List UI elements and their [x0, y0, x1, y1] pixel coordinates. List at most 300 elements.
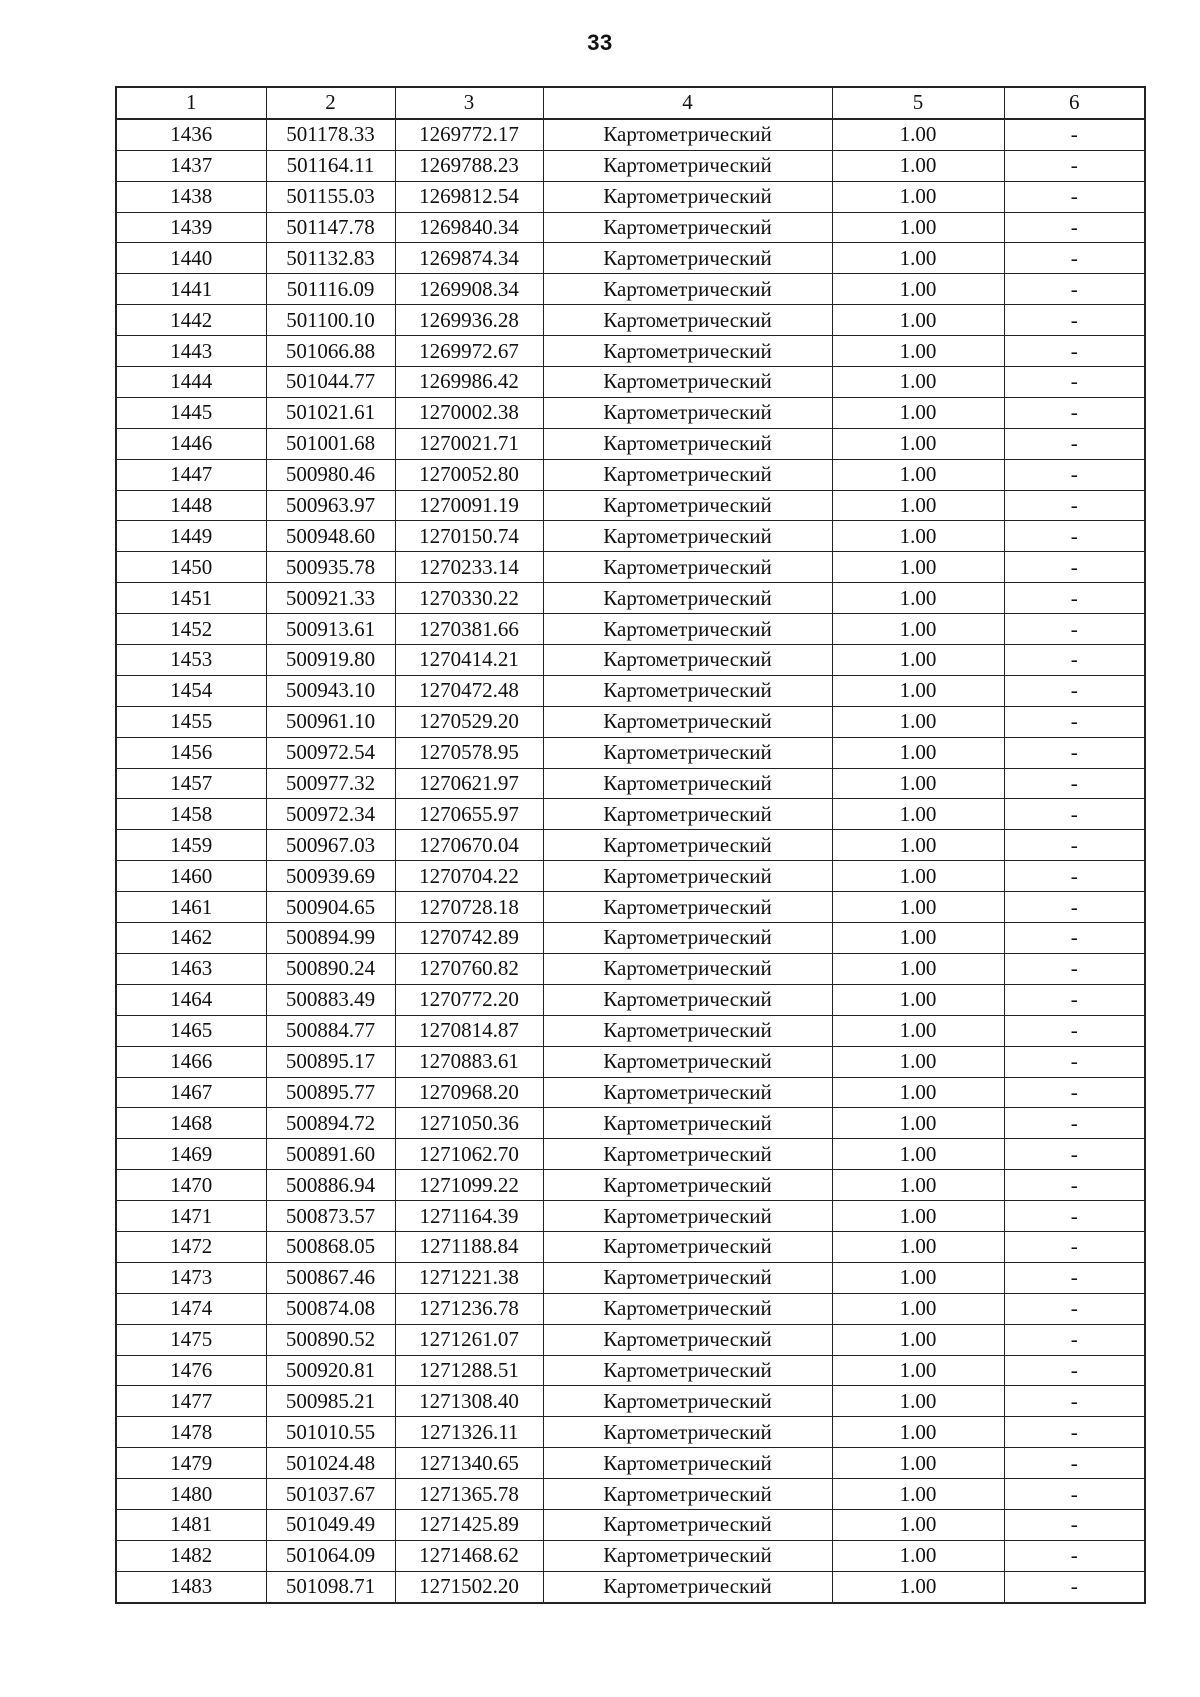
accuracy-cell: 1.00 [832, 1386, 1004, 1417]
y-coordinate-cell: 1270529.20 [395, 706, 543, 737]
description-cell: - [1004, 645, 1145, 676]
method-cell: Картометрический [543, 521, 832, 552]
table-row [116, 984, 1145, 1015]
x-coordinate-cell: 501178.33 [266, 119, 395, 150]
y-coordinate-cell: 1271288.51 [395, 1355, 543, 1386]
x-coordinate-cell: 500963.97 [266, 490, 395, 521]
description-cell: - [1004, 1571, 1145, 1602]
x-coordinate-cell: 501155.03 [266, 181, 395, 212]
table-row [116, 305, 1145, 336]
accuracy-cell: 1.00 [832, 1108, 1004, 1139]
accuracy-cell: 1.00 [832, 490, 1004, 521]
table-row [116, 119, 1145, 150]
column-header-1: 1 [116, 87, 266, 119]
y-coordinate-cell: 1269788.23 [395, 150, 543, 181]
table-row [116, 336, 1145, 367]
table-header [116, 87, 1145, 119]
accuracy-cell: 1.00 [832, 830, 1004, 861]
x-coordinate-cell: 500890.24 [266, 953, 395, 984]
header-row [116, 87, 1145, 119]
accuracy-cell: 1.00 [832, 428, 1004, 459]
table-row [116, 1201, 1145, 1232]
x-coordinate-cell: 500904.65 [266, 892, 395, 923]
point-number-cell: 1469 [116, 1139, 266, 1170]
x-coordinate-cell: 500939.69 [266, 861, 395, 892]
table-row [116, 367, 1145, 398]
y-coordinate-cell: 1270091.19 [395, 490, 543, 521]
accuracy-cell: 1.00 [832, 243, 1004, 274]
point-number-cell: 1481 [116, 1509, 266, 1540]
x-coordinate-cell: 500868.05 [266, 1231, 395, 1262]
y-coordinate-cell: 1270655.97 [395, 799, 543, 830]
method-cell: Картометрический [543, 675, 832, 706]
method-cell: Картометрический [543, 583, 832, 614]
accuracy-cell: 1.00 [832, 367, 1004, 398]
table-row [116, 799, 1145, 830]
table-row [116, 1509, 1145, 1540]
table-row [116, 459, 1145, 490]
x-coordinate-cell: 500883.49 [266, 984, 395, 1015]
y-coordinate-cell: 1270883.61 [395, 1046, 543, 1077]
point-number-cell: 1483 [116, 1571, 266, 1602]
point-number-cell: 1475 [116, 1324, 266, 1355]
accuracy-cell: 1.00 [832, 675, 1004, 706]
accuracy-cell: 1.00 [832, 119, 1004, 150]
method-cell: Картометрический [543, 861, 832, 892]
x-coordinate-cell: 500919.80 [266, 645, 395, 676]
x-coordinate-cell: 500921.33 [266, 583, 395, 614]
point-number-cell: 1472 [116, 1231, 266, 1262]
accuracy-cell: 1.00 [832, 150, 1004, 181]
point-number-cell: 1455 [116, 706, 266, 737]
method-cell: Картометрический [543, 305, 832, 336]
accuracy-cell: 1.00 [832, 552, 1004, 583]
description-cell: - [1004, 799, 1145, 830]
x-coordinate-cell: 501044.77 [266, 367, 395, 398]
table-row [116, 1417, 1145, 1448]
method-cell: Картометрический [543, 428, 832, 459]
table-row [116, 397, 1145, 428]
y-coordinate-cell: 1270414.21 [395, 645, 543, 676]
point-number-cell: 1451 [116, 583, 266, 614]
y-coordinate-cell: 1270233.14 [395, 552, 543, 583]
y-coordinate-cell: 1270728.18 [395, 892, 543, 923]
method-cell: Картометрический [543, 1448, 832, 1479]
y-coordinate-cell: 1269874.34 [395, 243, 543, 274]
accuracy-cell: 1.00 [832, 1479, 1004, 1510]
table-row [116, 1046, 1145, 1077]
accuracy-cell: 1.00 [832, 1077, 1004, 1108]
point-number-cell: 1476 [116, 1355, 266, 1386]
description-cell: - [1004, 1386, 1145, 1417]
method-cell: Картометрический [543, 892, 832, 923]
point-number-cell: 1444 [116, 367, 266, 398]
accuracy-cell: 1.00 [832, 892, 1004, 923]
x-coordinate-cell: 500972.54 [266, 737, 395, 768]
y-coordinate-cell: 1270772.20 [395, 984, 543, 1015]
method-cell: Картометрический [543, 768, 832, 799]
point-number-cell: 1436 [116, 119, 266, 150]
table-row [116, 1324, 1145, 1355]
y-coordinate-cell: 1269812.54 [395, 181, 543, 212]
accuracy-cell: 1.00 [832, 1262, 1004, 1293]
y-coordinate-cell: 1271365.78 [395, 1479, 543, 1510]
method-cell: Картометрический [543, 737, 832, 768]
accuracy-cell: 1.00 [832, 1015, 1004, 1046]
accuracy-cell: 1.00 [832, 1231, 1004, 1262]
table-row [116, 737, 1145, 768]
point-number-cell: 1465 [116, 1015, 266, 1046]
description-cell: - [1004, 552, 1145, 583]
y-coordinate-cell: 1270150.74 [395, 521, 543, 552]
description-cell: - [1004, 923, 1145, 954]
method-cell: Картометрический [543, 1077, 832, 1108]
table-row [116, 274, 1145, 305]
y-coordinate-cell: 1269908.34 [395, 274, 543, 305]
method-cell: Картометрический [543, 336, 832, 367]
method-cell: Картометрический [543, 212, 832, 243]
y-coordinate-cell: 1270621.97 [395, 768, 543, 799]
description-cell: - [1004, 1262, 1145, 1293]
method-cell: Картометрический [543, 243, 832, 274]
description-cell: - [1004, 428, 1145, 459]
y-coordinate-cell: 1271340.65 [395, 1448, 543, 1479]
description-cell: - [1004, 830, 1145, 861]
table-row [116, 861, 1145, 892]
x-coordinate-cell: 501010.55 [266, 1417, 395, 1448]
x-coordinate-cell: 501001.68 [266, 428, 395, 459]
method-cell: Картометрический [543, 645, 832, 676]
method-cell: Картометрический [543, 552, 832, 583]
table-row [116, 243, 1145, 274]
table-row [116, 521, 1145, 552]
table-row [116, 1448, 1145, 1479]
method-cell: Картометрический [543, 1139, 832, 1170]
point-number-cell: 1477 [116, 1386, 266, 1417]
description-cell: - [1004, 768, 1145, 799]
x-coordinate-cell: 500985.21 [266, 1386, 395, 1417]
y-coordinate-cell: 1270381.66 [395, 614, 543, 645]
method-cell: Картометрический [543, 1509, 832, 1540]
point-number-cell: 1446 [116, 428, 266, 459]
method-cell: Картометрический [543, 614, 832, 645]
point-number-cell: 1468 [116, 1108, 266, 1139]
method-cell: Картометрический [543, 984, 832, 1015]
x-coordinate-cell: 500967.03 [266, 830, 395, 861]
table-row [116, 1540, 1145, 1571]
column-header-2: 2 [266, 87, 395, 119]
point-number-cell: 1437 [116, 150, 266, 181]
method-cell: Картометрический [543, 1355, 832, 1386]
description-cell: - [1004, 892, 1145, 923]
table-row [116, 1262, 1145, 1293]
accuracy-cell: 1.00 [832, 583, 1004, 614]
y-coordinate-cell: 1271062.70 [395, 1139, 543, 1170]
point-number-cell: 1452 [116, 614, 266, 645]
x-coordinate-cell: 500886.94 [266, 1170, 395, 1201]
table-row [116, 1139, 1145, 1170]
table-row [116, 212, 1145, 243]
method-cell: Картометрический [543, 490, 832, 521]
method-cell: Картометрический [543, 1108, 832, 1139]
y-coordinate-cell: 1271502.20 [395, 1571, 543, 1602]
method-cell: Картометрический [543, 119, 832, 150]
x-coordinate-cell: 500943.10 [266, 675, 395, 706]
description-cell: - [1004, 521, 1145, 552]
x-coordinate-cell: 500913.61 [266, 614, 395, 645]
x-coordinate-cell: 500890.52 [266, 1324, 395, 1355]
x-coordinate-cell: 501164.11 [266, 150, 395, 181]
description-cell: - [1004, 212, 1145, 243]
accuracy-cell: 1.00 [832, 1571, 1004, 1602]
method-cell: Картометрический [543, 459, 832, 490]
description-cell: - [1004, 861, 1145, 892]
point-number-cell: 1464 [116, 984, 266, 1015]
accuracy-cell: 1.00 [832, 645, 1004, 676]
accuracy-cell: 1.00 [832, 1448, 1004, 1479]
y-coordinate-cell: 1270472.48 [395, 675, 543, 706]
point-number-cell: 1448 [116, 490, 266, 521]
x-coordinate-cell: 501066.88 [266, 336, 395, 367]
method-cell: Картометрический [543, 830, 832, 861]
point-number-cell: 1439 [116, 212, 266, 243]
x-coordinate-cell: 500867.46 [266, 1262, 395, 1293]
point-number-cell: 1447 [116, 459, 266, 490]
accuracy-cell: 1.00 [832, 1540, 1004, 1571]
method-cell: Картометрический [543, 1046, 832, 1077]
accuracy-cell: 1.00 [832, 923, 1004, 954]
y-coordinate-cell: 1270002.38 [395, 397, 543, 428]
table-row [116, 830, 1145, 861]
method-cell: Картометрический [543, 1571, 832, 1602]
table-row [116, 645, 1145, 676]
table-row [116, 583, 1145, 614]
method-cell: Картометрический [543, 150, 832, 181]
accuracy-cell: 1.00 [832, 861, 1004, 892]
description-cell: - [1004, 1355, 1145, 1386]
point-number-cell: 1473 [116, 1262, 266, 1293]
y-coordinate-cell: 1271308.40 [395, 1386, 543, 1417]
description-cell: - [1004, 243, 1145, 274]
x-coordinate-cell: 500948.60 [266, 521, 395, 552]
point-number-cell: 1456 [116, 737, 266, 768]
table-row [116, 1077, 1145, 1108]
method-cell: Картометрический [543, 1540, 832, 1571]
table-row [116, 892, 1145, 923]
method-cell: Картометрический [543, 923, 832, 954]
point-number-cell: 1463 [116, 953, 266, 984]
table-row [116, 1355, 1145, 1386]
x-coordinate-cell: 500873.57 [266, 1201, 395, 1232]
y-coordinate-cell: 1270052.80 [395, 459, 543, 490]
x-coordinate-cell: 501021.61 [266, 397, 395, 428]
method-cell: Картометрический [543, 953, 832, 984]
description-cell: - [1004, 181, 1145, 212]
description-cell: - [1004, 1448, 1145, 1479]
x-coordinate-cell: 500972.34 [266, 799, 395, 830]
x-coordinate-cell: 501024.48 [266, 1448, 395, 1479]
accuracy-cell: 1.00 [832, 336, 1004, 367]
method-cell: Картометрический [543, 1201, 832, 1232]
description-cell: - [1004, 1139, 1145, 1170]
accuracy-cell: 1.00 [832, 397, 1004, 428]
description-cell: - [1004, 336, 1145, 367]
description-cell: - [1004, 984, 1145, 1015]
description-cell: - [1004, 737, 1145, 768]
description-cell: - [1004, 1201, 1145, 1232]
x-coordinate-cell: 500977.32 [266, 768, 395, 799]
point-number-cell: 1457 [116, 768, 266, 799]
y-coordinate-cell: 1270704.22 [395, 861, 543, 892]
table-row [116, 428, 1145, 459]
table-row [116, 1386, 1145, 1417]
description-cell: - [1004, 953, 1145, 984]
x-coordinate-cell: 500895.17 [266, 1046, 395, 1077]
column-header-4: 4 [543, 87, 832, 119]
method-cell: Картометрический [543, 1324, 832, 1355]
table-row [116, 953, 1145, 984]
x-coordinate-cell: 501098.71 [266, 1571, 395, 1602]
y-coordinate-cell: 1270578.95 [395, 737, 543, 768]
method-cell: Картометрический [543, 1231, 832, 1262]
table-row [116, 614, 1145, 645]
x-coordinate-cell: 501147.78 [266, 212, 395, 243]
method-cell: Картометрический [543, 1417, 832, 1448]
point-number-cell: 1453 [116, 645, 266, 676]
point-number-cell: 1460 [116, 861, 266, 892]
accuracy-cell: 1.00 [832, 799, 1004, 830]
description-cell: - [1004, 1108, 1145, 1139]
point-number-cell: 1454 [116, 675, 266, 706]
description-cell: - [1004, 119, 1145, 150]
y-coordinate-cell: 1270330.22 [395, 583, 543, 614]
accuracy-cell: 1.00 [832, 737, 1004, 768]
coordinates-table [115, 86, 1146, 1604]
accuracy-cell: 1.00 [832, 1509, 1004, 1540]
accuracy-cell: 1.00 [832, 614, 1004, 645]
point-number-cell: 1470 [116, 1170, 266, 1201]
accuracy-cell: 1.00 [832, 181, 1004, 212]
x-coordinate-cell: 501116.09 [266, 274, 395, 305]
method-cell: Картометрический [543, 706, 832, 737]
description-cell: - [1004, 1509, 1145, 1540]
point-number-cell: 1467 [116, 1077, 266, 1108]
description-cell: - [1004, 1324, 1145, 1355]
table-row [116, 552, 1145, 583]
x-coordinate-cell: 500895.77 [266, 1077, 395, 1108]
table-row [116, 1231, 1145, 1262]
description-cell: - [1004, 1077, 1145, 1108]
method-cell: Картометрический [543, 397, 832, 428]
x-coordinate-cell: 500935.78 [266, 552, 395, 583]
point-number-cell: 1478 [116, 1417, 266, 1448]
y-coordinate-cell: 1271221.38 [395, 1262, 543, 1293]
point-number-cell: 1471 [116, 1201, 266, 1232]
y-coordinate-cell: 1269972.67 [395, 336, 543, 367]
y-coordinate-cell: 1271188.84 [395, 1231, 543, 1262]
table-row [116, 181, 1145, 212]
table-row [116, 1293, 1145, 1324]
description-cell: - [1004, 706, 1145, 737]
point-number-cell: 1474 [116, 1293, 266, 1324]
point-number-cell: 1482 [116, 1540, 266, 1571]
table-row [116, 768, 1145, 799]
x-coordinate-cell: 501037.67 [266, 1479, 395, 1510]
x-coordinate-cell: 500874.08 [266, 1293, 395, 1324]
description-cell: - [1004, 1170, 1145, 1201]
column-header-5: 5 [832, 87, 1004, 119]
description-cell: - [1004, 459, 1145, 490]
method-cell: Картометрический [543, 1170, 832, 1201]
y-coordinate-cell: 1270670.04 [395, 830, 543, 861]
point-number-cell: 1462 [116, 923, 266, 954]
accuracy-cell: 1.00 [832, 706, 1004, 737]
method-cell: Картометрический [543, 1293, 832, 1324]
description-cell: - [1004, 1417, 1145, 1448]
point-number-cell: 1438 [116, 181, 266, 212]
description-cell: - [1004, 1479, 1145, 1510]
y-coordinate-cell: 1271326.11 [395, 1417, 543, 1448]
table-row [116, 706, 1145, 737]
point-number-cell: 1440 [116, 243, 266, 274]
method-cell: Картометрический [543, 367, 832, 398]
y-coordinate-cell: 1269986.42 [395, 367, 543, 398]
table-row [116, 675, 1145, 706]
x-coordinate-cell: 500920.81 [266, 1355, 395, 1386]
table-row [116, 1015, 1145, 1046]
page-number: 33 [587, 30, 613, 55]
y-coordinate-cell: 1271261.07 [395, 1324, 543, 1355]
accuracy-cell: 1.00 [832, 459, 1004, 490]
description-cell: - [1004, 274, 1145, 305]
y-coordinate-cell: 1270814.87 [395, 1015, 543, 1046]
y-coordinate-cell: 1270760.82 [395, 953, 543, 984]
point-number-cell: 1443 [116, 336, 266, 367]
description-cell: - [1004, 675, 1145, 706]
point-number-cell: 1466 [116, 1046, 266, 1077]
accuracy-cell: 1.00 [832, 1324, 1004, 1355]
x-coordinate-cell: 500980.46 [266, 459, 395, 490]
x-coordinate-cell: 500894.72 [266, 1108, 395, 1139]
description-cell: - [1004, 367, 1145, 398]
x-coordinate-cell: 501049.49 [266, 1509, 395, 1540]
point-number-cell: 1459 [116, 830, 266, 861]
table-row [116, 1479, 1145, 1510]
x-coordinate-cell: 501100.10 [266, 305, 395, 336]
point-number-cell: 1450 [116, 552, 266, 583]
accuracy-cell: 1.00 [832, 768, 1004, 799]
description-cell: - [1004, 583, 1145, 614]
method-cell: Картометрический [543, 799, 832, 830]
point-number-cell: 1458 [116, 799, 266, 830]
table-row [116, 1571, 1145, 1602]
y-coordinate-cell: 1269840.34 [395, 212, 543, 243]
y-coordinate-cell: 1269936.28 [395, 305, 543, 336]
y-coordinate-cell: 1271050.36 [395, 1108, 543, 1139]
accuracy-cell: 1.00 [832, 1046, 1004, 1077]
table-row [116, 1170, 1145, 1201]
description-cell: - [1004, 614, 1145, 645]
point-number-cell: 1445 [116, 397, 266, 428]
accuracy-cell: 1.00 [832, 521, 1004, 552]
x-coordinate-cell: 500884.77 [266, 1015, 395, 1046]
accuracy-cell: 1.00 [832, 305, 1004, 336]
description-cell: - [1004, 1540, 1145, 1571]
method-cell: Картометрический [543, 1386, 832, 1417]
method-cell: Картометрический [543, 1262, 832, 1293]
description-cell: - [1004, 1293, 1145, 1324]
point-number-cell: 1449 [116, 521, 266, 552]
